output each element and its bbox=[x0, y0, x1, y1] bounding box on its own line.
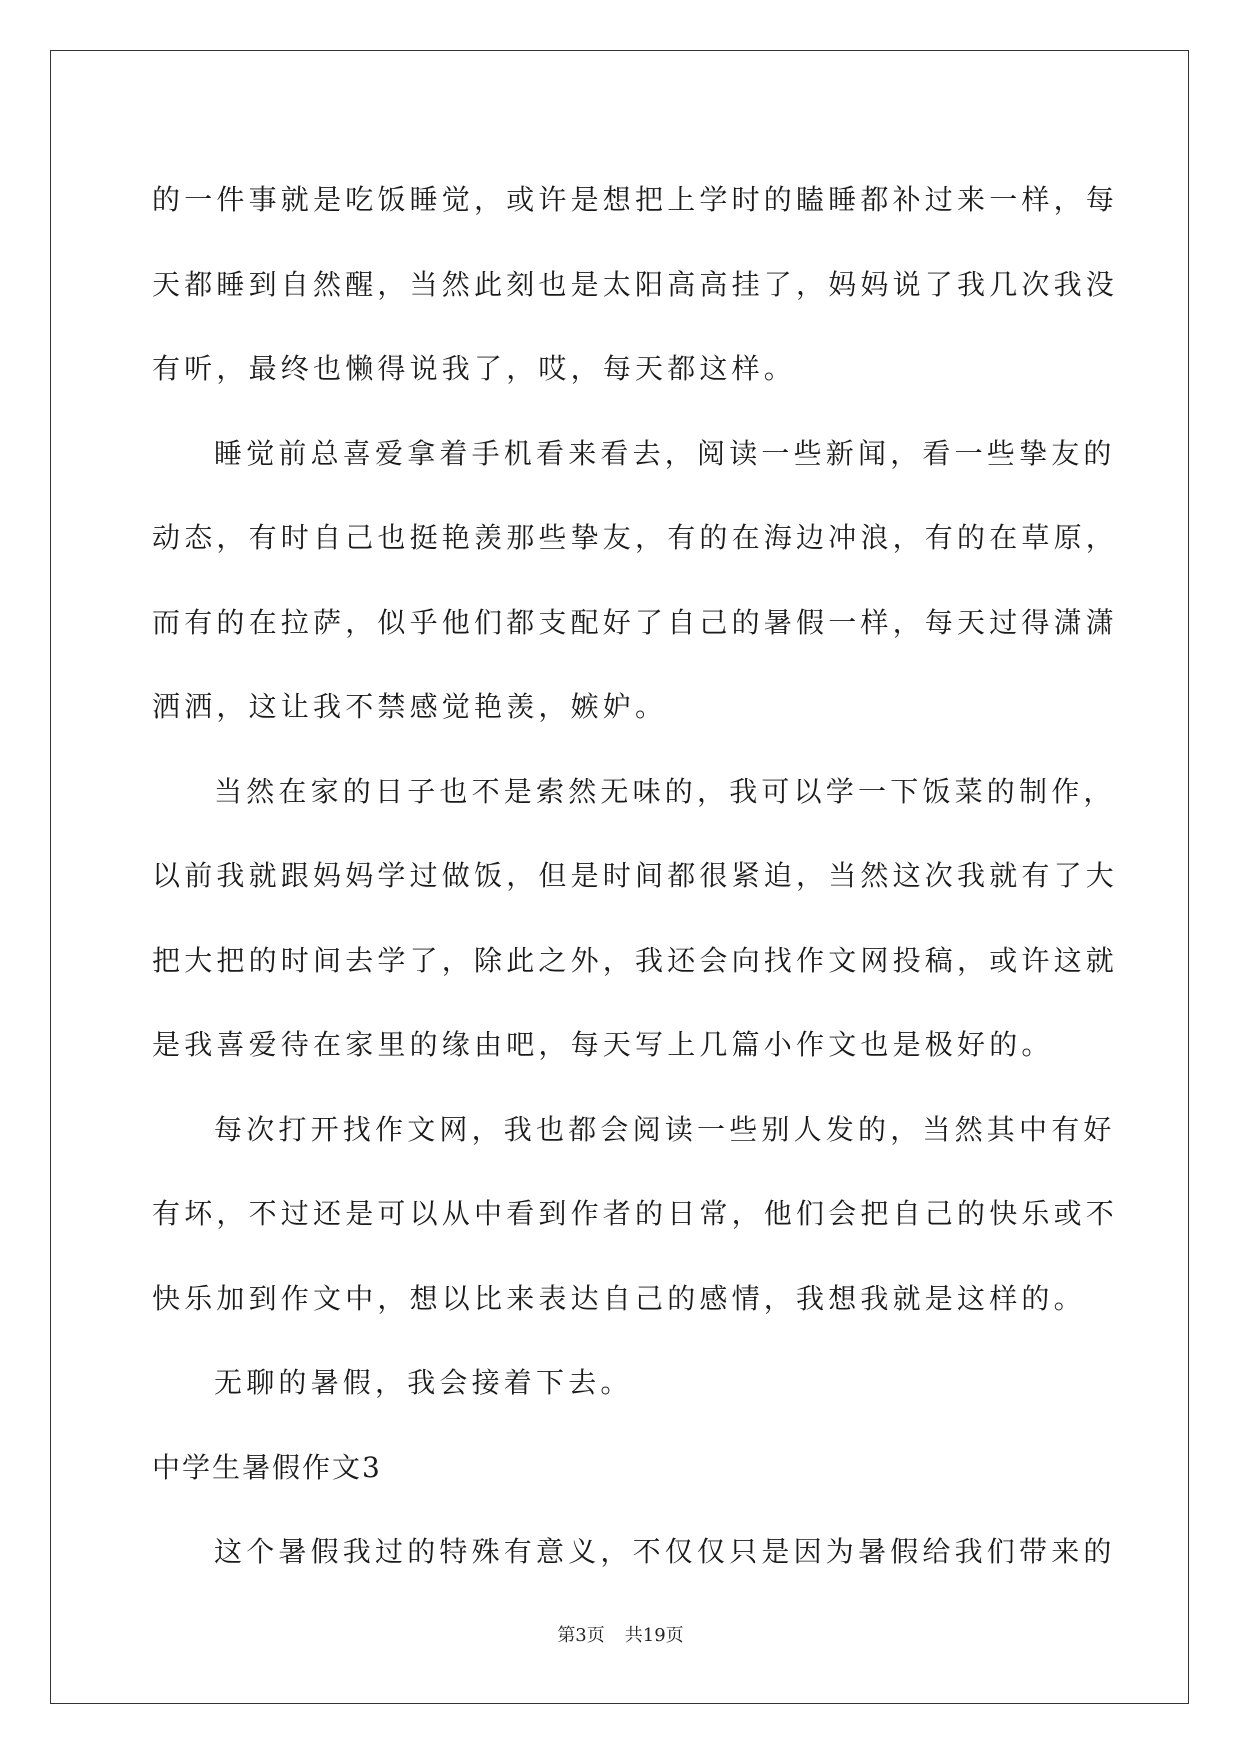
text-line: 天都睡到自然醒，当然此刻也是太阳高高挂了，妈妈说了我几次我没 bbox=[152, 267, 1119, 301]
text-line: 有坏，不过还是可以从中看到作者的日常，他们会把自己的快乐或不 bbox=[152, 1197, 1119, 1230]
document-body bbox=[152, 158, 1119, 1595]
text-line: 把大把的时间去学了，除此之外，我还会向找作文网投稿，或许这就 bbox=[152, 943, 1119, 977]
text-line: 洒洒，这让我不禁感觉艳羡，嫉妒。 bbox=[152, 690, 668, 723]
text-line: 是我喜爱待在家里的缘由吧，每天写上几篇小作文也是极好的。 bbox=[152, 1028, 1054, 1061]
text-line: 睡觉前总喜爱拿着手机看来看去，阅读一些新闻，看一些挚友的 bbox=[214, 436, 1116, 470]
text-line: 动态，有时自己也挺艳羡那些挚友，有的在海边冲浪，有的在草原， bbox=[152, 521, 1119, 554]
text-line: 以前我就跟妈妈学过做饭，但是时间都很紧迫，当然这次我就有了大 bbox=[152, 859, 1119, 892]
page-number: 第3页 bbox=[557, 1625, 605, 1646]
text-line: 快乐加到作文中，想以比来表达自己的感情，我想我就是这样的。 bbox=[152, 1281, 1086, 1315]
text-line: 无聊的暑假，我会接着下去。 bbox=[214, 1366, 633, 1399]
page-total: 共19页 bbox=[624, 1625, 684, 1646]
text-line: 每次打开找作文网，我也都会阅读一些别人发的，当然其中有好 bbox=[214, 1112, 1116, 1146]
text-line: 当然在家的日子也不是索然无味的，我可以学一下饭菜的制作， bbox=[214, 774, 1116, 808]
text-line: 有听，最终也懒得说我了，哎，每天都这样。 bbox=[152, 352, 797, 385]
page-footer bbox=[0, 1621, 1241, 1647]
text-line: 而有的在拉萨，似乎他们都支配好了自己的暑假一样，每天过得潇潇 bbox=[152, 605, 1119, 639]
text-line: 这个暑假我过的特殊有意义，不仅仅只是因为暑假给我们带来的 bbox=[214, 1535, 1116, 1568]
section-heading: 中学生暑假作文3 bbox=[152, 1450, 382, 1484]
text-line: 的一件事就是吃饭睡觉，或许是想把上学时的瞌睡都补过来一样，每 bbox=[152, 183, 1119, 216]
